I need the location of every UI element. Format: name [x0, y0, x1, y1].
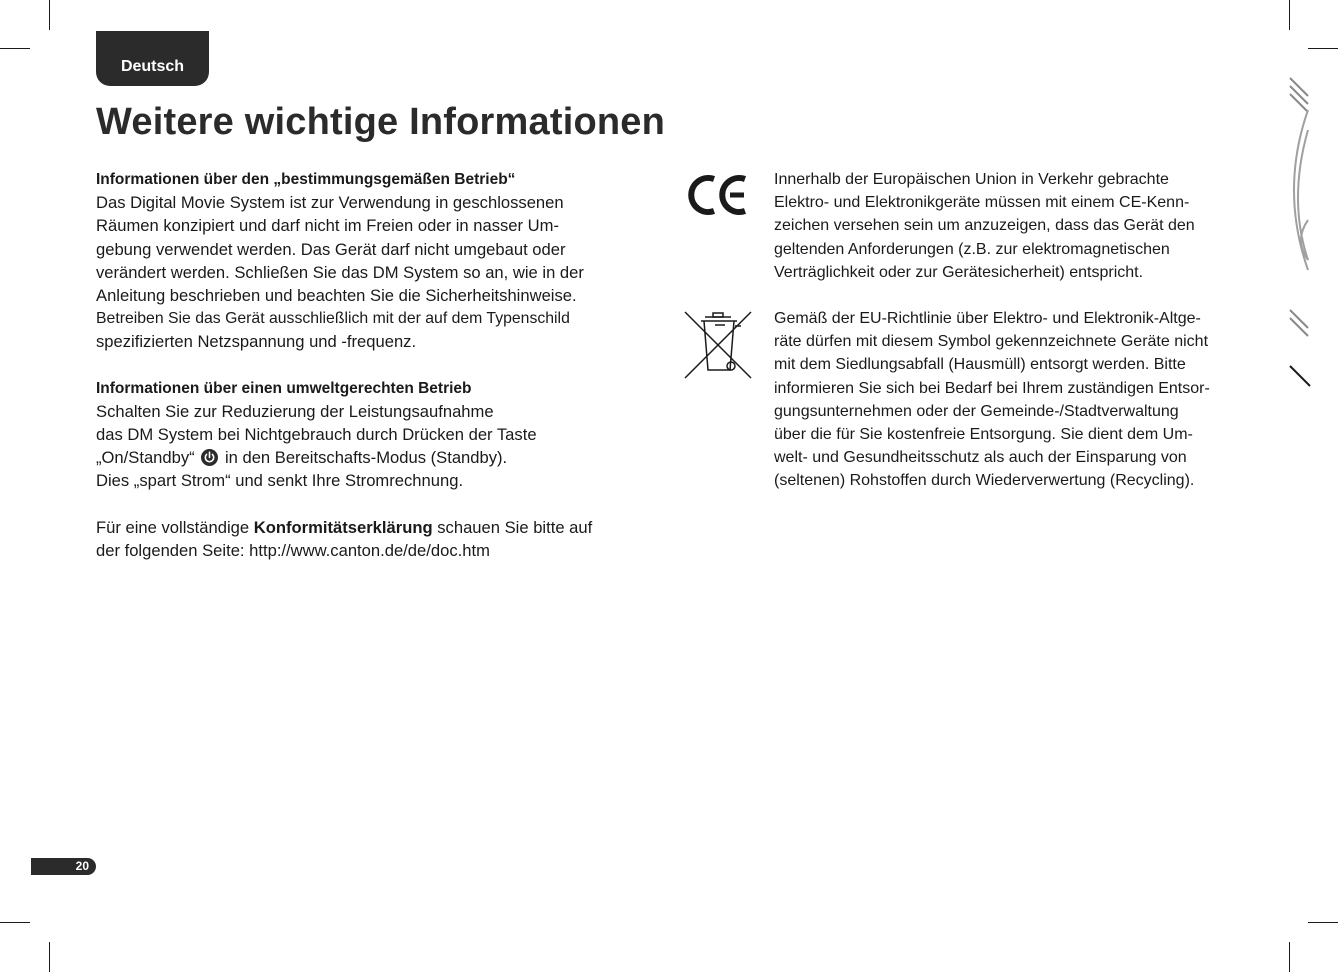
body-line: (seltenen) Rohstoffen durch Wiederverwertung (Recycling).	[774, 472, 1195, 490]
power-icon	[201, 449, 218, 466]
body-line: räte dürfen mit diesem Symbol gekennzeichnete Geräte nicht	[774, 333, 1209, 351]
language-tab: Deutsch	[96, 31, 209, 86]
body-line: das DM System bei Nichtgebrauch durch Drücken der Taste	[96, 425, 537, 445]
body-line: Anleitung beschrieben und beachten Sie die Sicherheitshinweise.	[96, 286, 577, 306]
weee-notice	[774, 307, 1264, 493]
standby-key-label: „On/Standby“	[96, 448, 195, 468]
body-line: über die für Sie kostenfreie Entsorgung. Sie dient dem Um-	[774, 426, 1193, 444]
section-eco-operation	[96, 377, 656, 493]
body-text: schauen Sie bitte auf	[437, 517, 593, 537]
crop-mark	[49, 0, 50, 30]
body-line: verändert werden. Schließen Sie das DM System so an, wie in der	[96, 262, 584, 282]
body-line: Das Digital Movie System ist zur Verwendung in geschlossenen	[96, 193, 564, 213]
edge-decoration	[1280, 70, 1320, 390]
crossed-out-bin-icon	[683, 310, 753, 380]
crop-mark	[1289, 0, 1290, 30]
crop-mark	[49, 942, 50, 972]
conformity-declaration-label: Konformitätserklärung	[253, 517, 433, 537]
page-title: Weitere wichtige Informationen	[96, 101, 666, 143]
body-line: zeichen versehen sein um anzuzeigen, dass das Gerät den	[774, 217, 1195, 235]
crop-mark	[0, 922, 30, 923]
body-line: Räumen konzipiert und darf nicht im Freien oder in nasser Um-	[96, 216, 559, 236]
body-line: Verträglichkeit oder zur Gerätesicherheit) entspricht.	[774, 263, 1144, 281]
body-line: welt- und Gesundheitsschutz als auch der Einsparung von	[774, 449, 1187, 467]
left-column	[96, 168, 656, 585]
section-heading: Informationen über einen umweltgerechten Betrieb	[96, 379, 472, 397]
body-line: Gemäß der EU-Richtlinie über Elektro- und Elektronik-Altge-	[774, 310, 1201, 328]
section-heading: Informationen über den „bestimmungsgemäßen Betrieb“	[96, 171, 516, 188]
body-line: mit dem Siedlungsabfall (Hausmüll) entsorgt werden. Bitte	[774, 356, 1186, 374]
crop-mark	[1308, 922, 1338, 923]
ce-notice	[774, 168, 1264, 284]
body-line: geltenden Anforderungen (z.B. zur elektromagnetischen	[774, 240, 1170, 258]
ce-mark-icon	[688, 172, 750, 218]
crop-mark	[0, 48, 30, 49]
section-conformity	[96, 516, 656, 562]
body-text: Für eine vollständige	[96, 517, 250, 537]
body-line: spezifizierten Netzspannung und -frequenz.	[96, 332, 417, 352]
page-number: 20	[31, 858, 96, 875]
crop-mark	[1289, 942, 1290, 972]
body-line: gungsunternehmen oder der Gemeinde-/Stadtverwaltung	[774, 402, 1179, 420]
conformity-url-line: der folgenden Seite: http://www.canton.de/de/doc.htm	[96, 540, 490, 560]
body-line: Schalten Sie zur Reduzierung der Leistungsaufnahme	[96, 401, 494, 421]
body-line: Elektro- und Elektronikgeräte müssen mit einem CE-Kenn-	[774, 194, 1190, 212]
body-line	[96, 516, 656, 539]
body-line: Innerhalb der Europäischen Union in Verkehr gebrachte	[774, 171, 1169, 188]
body-line: Dies „spart Strom“ und senkt Ihre Stromrechnung.	[96, 471, 464, 491]
body-line: Betreiben Sie das Gerät ausschließlich mit der auf dem Typenschild	[96, 310, 570, 328]
body-line: gebung verwendet werden. Das Gerät darf nicht umgebaut oder	[96, 239, 566, 259]
right-column	[774, 168, 1264, 516]
body-text: in den Bereitschafts-Modus (Standby).	[224, 448, 508, 468]
crop-mark	[1308, 48, 1338, 49]
body-line: informieren Sie sich bei Bedarf bei Ihrem zuständigen Entsor-	[774, 379, 1210, 397]
section-intended-use	[96, 168, 656, 354]
body-line	[96, 446, 656, 469]
